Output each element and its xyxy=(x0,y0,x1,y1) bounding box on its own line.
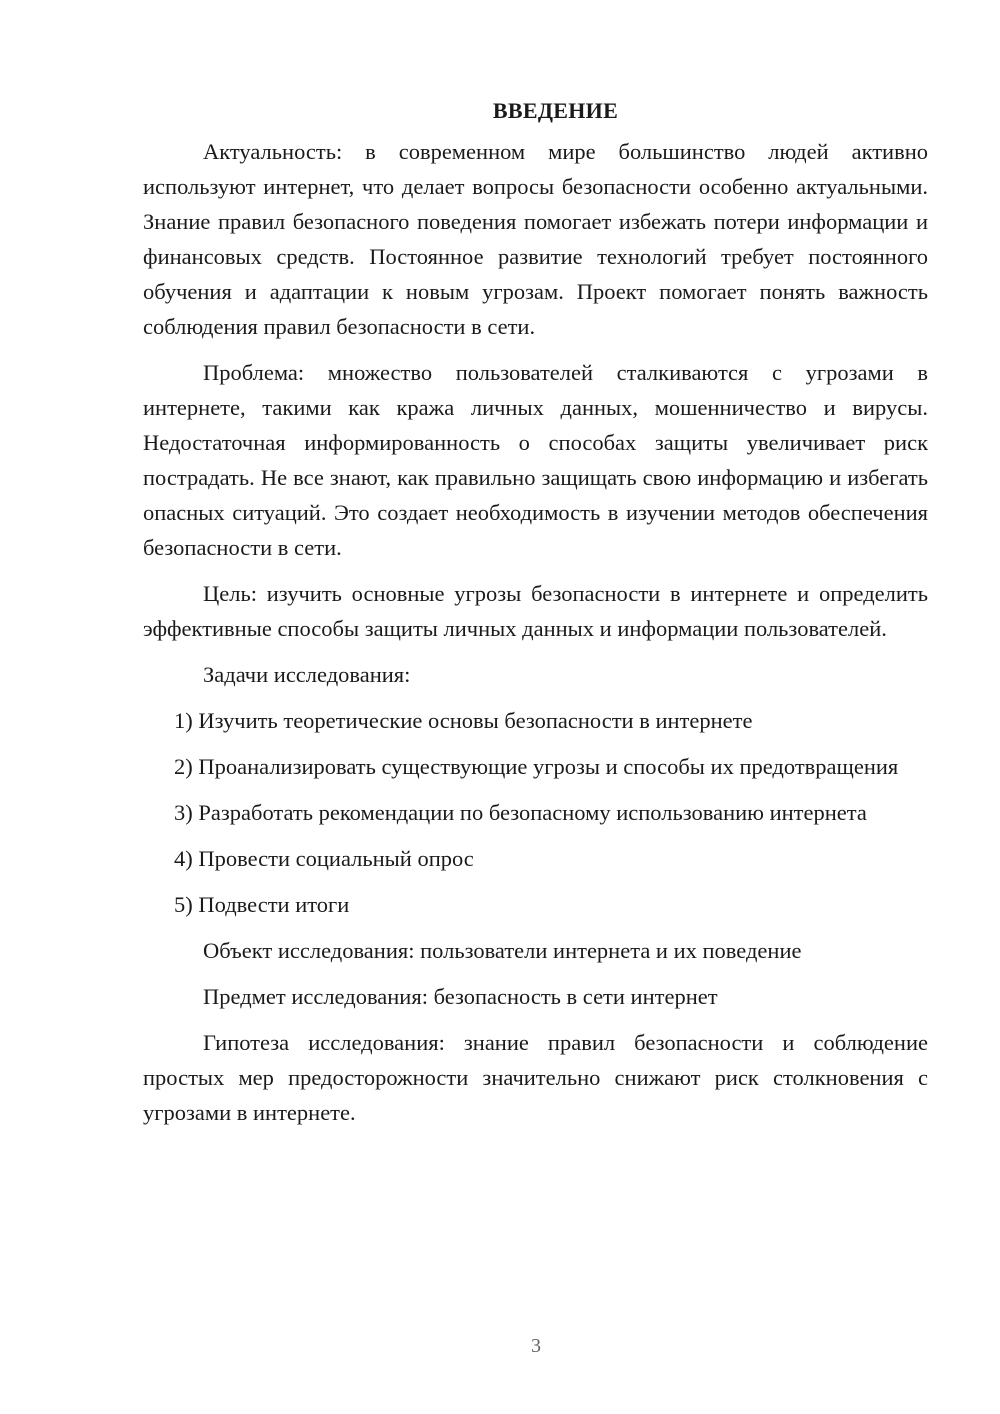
task-item: 5) Подвести итоги xyxy=(174,892,350,917)
research-subject: Предмет исследования: безопасность в сети интернет xyxy=(203,984,718,1009)
research-object: Объект исследования: пользователи интернета и их поведение xyxy=(203,938,802,963)
tasks-heading: Задачи исследования: xyxy=(203,662,411,687)
relevance-paragraph: Актуальность: в современном мире большинство людей активно используют интернет, что делает вопросы безопасности особенно актуальными. Знание правил безопасного поведения помогает избежать потери информации и финансовых средств. Постоянное развитие технологий требует постоянного обучения и адаптации к новым угрозам. Проект помогает понять важность соблюдения правил безопасности в сети. xyxy=(143,139,928,339)
goal-paragraph: Цель: изучить основные угрозы безопасности в интернете и определить эффективные способы защиты личных данных и информации пользователей. xyxy=(143,581,928,641)
task-item: 1) Изучить теоретические основы безопасности в интернете xyxy=(174,708,753,733)
task-item: 2) Проанализировать существующие угрозы и способы их предотвращения xyxy=(174,754,899,779)
task-item: 3) Разработать рекомендации по безопасному использованию интернета xyxy=(174,800,867,825)
problem-paragraph: Проблема: множество пользователей сталкиваются с угрозами в интернете, такими как кража личных данных, мошенничество и вирусы. Недостаточная информированность о способах защиты увеличивает риск пострадать. Не все знают, как правильно защищать свою информацию и избегать опасных ситуаций. Это создает необходимость в изучении методов обеспечения безопасности в сети. xyxy=(143,360,928,560)
research-hypothesis: Гипотеза исследования: знание правил безопасности и соблюдение простых мер предосторожности значительно снижают риск столкновения с угрозами в интернете. xyxy=(143,1030,928,1125)
page-number: 3 xyxy=(531,1335,541,1357)
section-title: ВВЕДЕНИЕ xyxy=(492,98,619,123)
task-item: 4) Провести социальный опрос xyxy=(174,846,474,871)
page-content xyxy=(143,96,928,1141)
